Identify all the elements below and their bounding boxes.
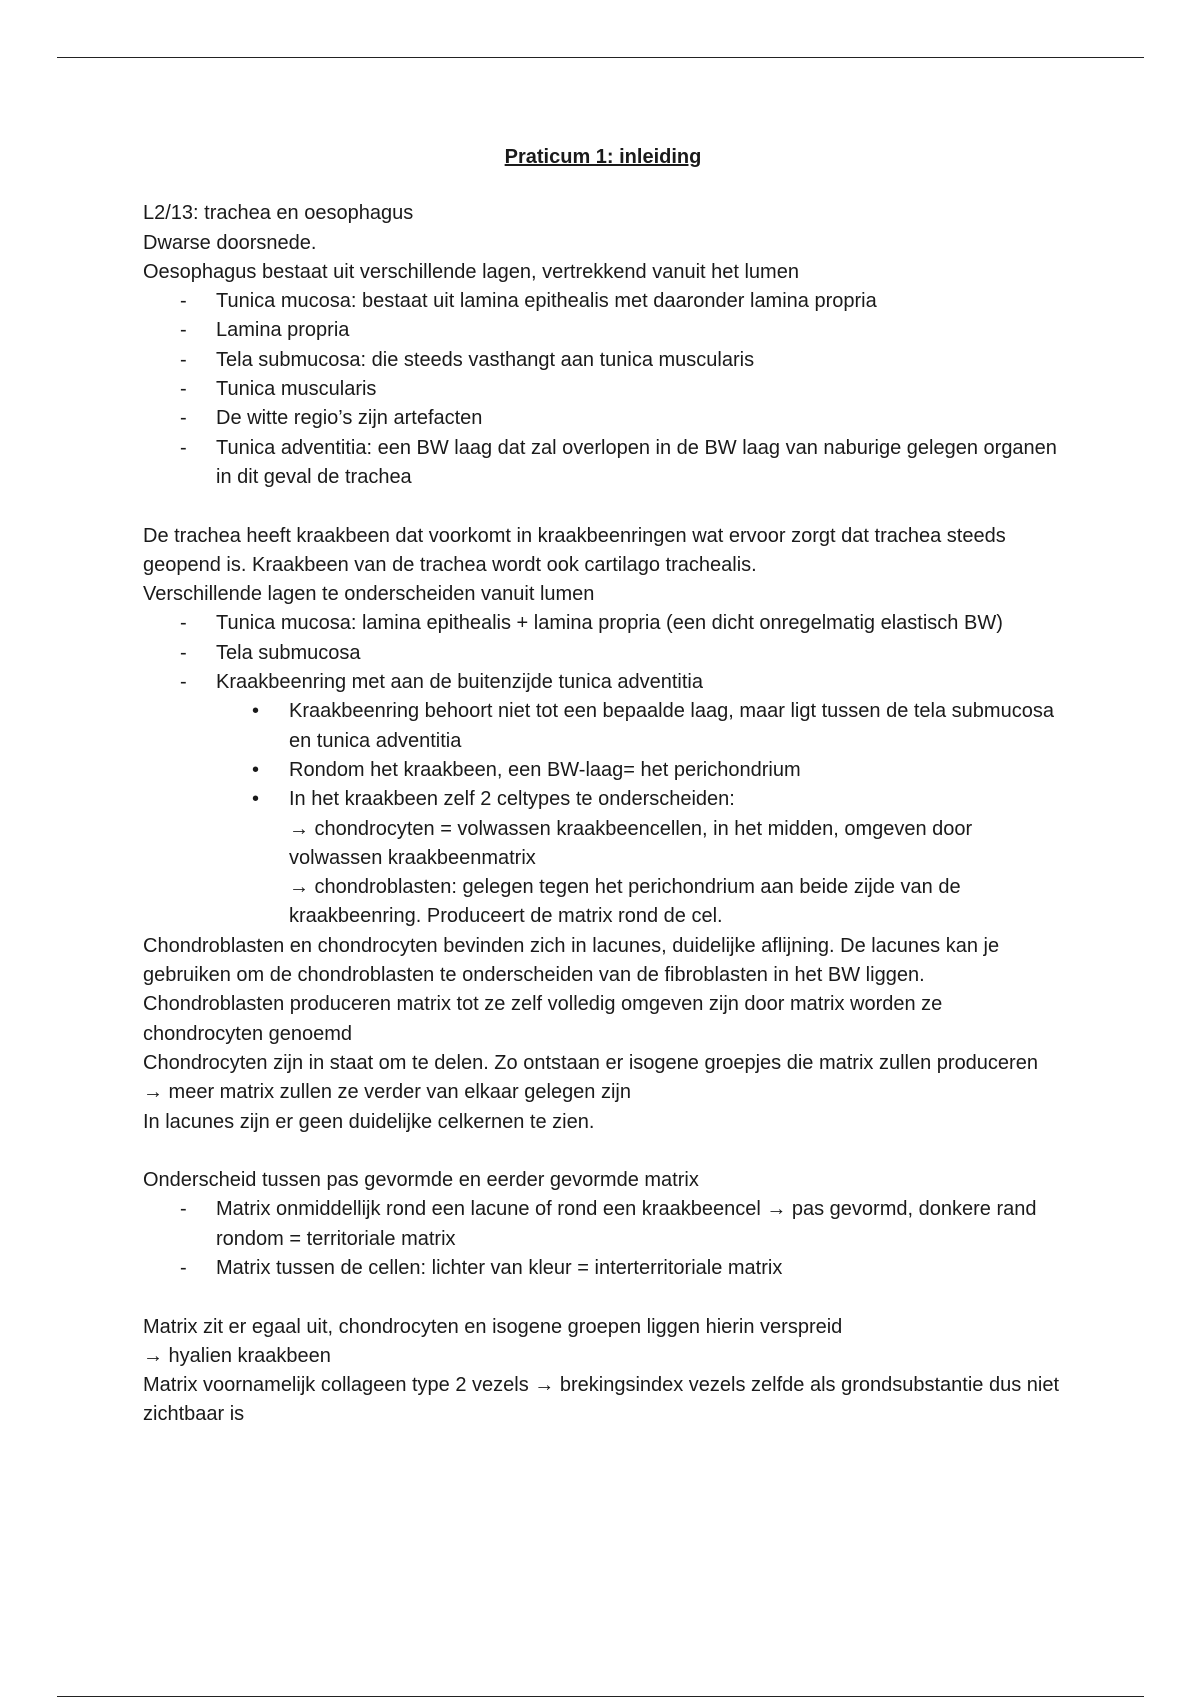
paragraph: Chondrocyten zijn in staat om te delen. Zo ontstaan er isogene groepjes die matrix zullen produceren → meer matrix zullen ze verder van elkaar gelegen zijn bbox=[143, 1051, 1038, 1104]
list-item: - Lamina propria bbox=[143, 316, 1063, 345]
list-item: - Matrix onmiddellijk rond een lacune of rond een kraakbeencel → pas gevormd, donkere rand rondom = territoriale matrix bbox=[143, 1195, 1063, 1254]
footer-rule bbox=[57, 1696, 1144, 1697]
celtype-line: → chondrocyten = volwassen kraakbeencellen, in het midden, omgeven door volwassen kraakbeenmatrix bbox=[289, 817, 973, 869]
bullet-item: • Kraakbeenring behoort niet tot een bepaalde laag, maar ligt tussen de tela submucosa en tunica adventitia bbox=[143, 697, 1063, 756]
oesophagus-layer-list bbox=[143, 287, 1063, 492]
paragraph-gap bbox=[143, 1137, 1063, 1166]
list-item: - Tela submucosa bbox=[143, 639, 1063, 668]
text-line: Verschillende lagen te onderscheiden vanuit lumen bbox=[143, 583, 595, 606]
header-rule bbox=[57, 57, 1144, 58]
bullet-item: • Rondom het kraakbeen, een BW-laag= het perichondrium bbox=[143, 756, 1063, 785]
list-item: - Tunica mucosa: lamina epithealis + lamina propria (een dicht onregelmatig elastisch BW) bbox=[143, 609, 1063, 638]
list-item: - Tunica adventitia: een BW laag dat zal overlopen in de BW laag van naburige gelegen organen in dit geval de trachea bbox=[143, 434, 1063, 493]
text-line: L2/13: trachea en oesophagus bbox=[143, 202, 414, 225]
list-item: - Tela submucosa: die steeds vasthangt aan tunica muscularis bbox=[143, 346, 1063, 375]
text-line: Dwarse doorsnede. bbox=[143, 231, 317, 254]
text-line: Oesophagus bestaat uit verschillende lagen, vertrekkend vanuit het lumen bbox=[143, 260, 799, 283]
list-item: - Tunica muscularis bbox=[143, 375, 1063, 404]
page-title: Praticum 1: inleiding bbox=[504, 146, 702, 168]
kraakbeen-bullet-list bbox=[143, 697, 1063, 931]
text-line: Matrix zit er egaal uit, chondrocyten en isogene groepen liggen hierin verspreid bbox=[143, 1315, 843, 1338]
paragraph-gap bbox=[143, 1283, 1063, 1312]
list-item: - De witte regio’s zijn artefacten bbox=[143, 404, 1063, 433]
matrix-list bbox=[143, 1195, 1063, 1283]
paragraph: Chondroblasten en chondrocyten bevinden zich in lacunes, duidelijke aflijning. De lacunes kan je gebruiken om de chondroblasten te onderscheiden van de fibroblasten in het BW liggen. bbox=[143, 934, 1000, 987]
celtype-line: → chondroblasten: gelegen tegen het perichondrium aan beide zijde van de kraakbeenring. Produceert de matrix rond de cel. bbox=[289, 876, 961, 928]
paragraph: Chondroblasten produceren matrix tot ze zelf volledig omgeven zijn door matrix worden ze chondrocyten genoemd bbox=[143, 993, 943, 1045]
text-line: → hyalien kraakbeen bbox=[143, 1344, 331, 1367]
paragraph-gap bbox=[143, 492, 1063, 521]
paragraph: In lacunes zijn er geen duidelijke celkernen te zien. bbox=[143, 1110, 595, 1133]
text-line: Onderscheid tussen pas gevormde en eerder gevormde matrix bbox=[143, 1169, 699, 1192]
paragraph: Matrix voornamelijk collageen type 2 vezels → brekingsindex vezels zelfde als grondsubstantie dus niet zichtbaar is bbox=[143, 1374, 1060, 1426]
document-body bbox=[143, 143, 1063, 1430]
trachea-layer-list bbox=[143, 609, 1063, 697]
bullet-item: • In het kraakbeen zelf 2 celtypes te onderscheiden: bbox=[143, 785, 1063, 814]
list-item: - Matrix tussen de cellen: lichter van kleur = interterritoriale matrix bbox=[143, 1254, 1063, 1283]
paragraph: De trachea heeft kraakbeen dat voorkomt in kraakbeenringen wat ervoor zorgt dat trachea steeds geopend is. Kraakbeen van de trachea wordt ook cartilago trachealis. bbox=[143, 524, 1006, 576]
list-item: - Tunica mucosa: bestaat uit lamina epithealis met daaronder lamina propria bbox=[143, 287, 1063, 316]
list-item: - Kraakbeenring met aan de buitenzijde tunica adventitia bbox=[143, 668, 1063, 697]
